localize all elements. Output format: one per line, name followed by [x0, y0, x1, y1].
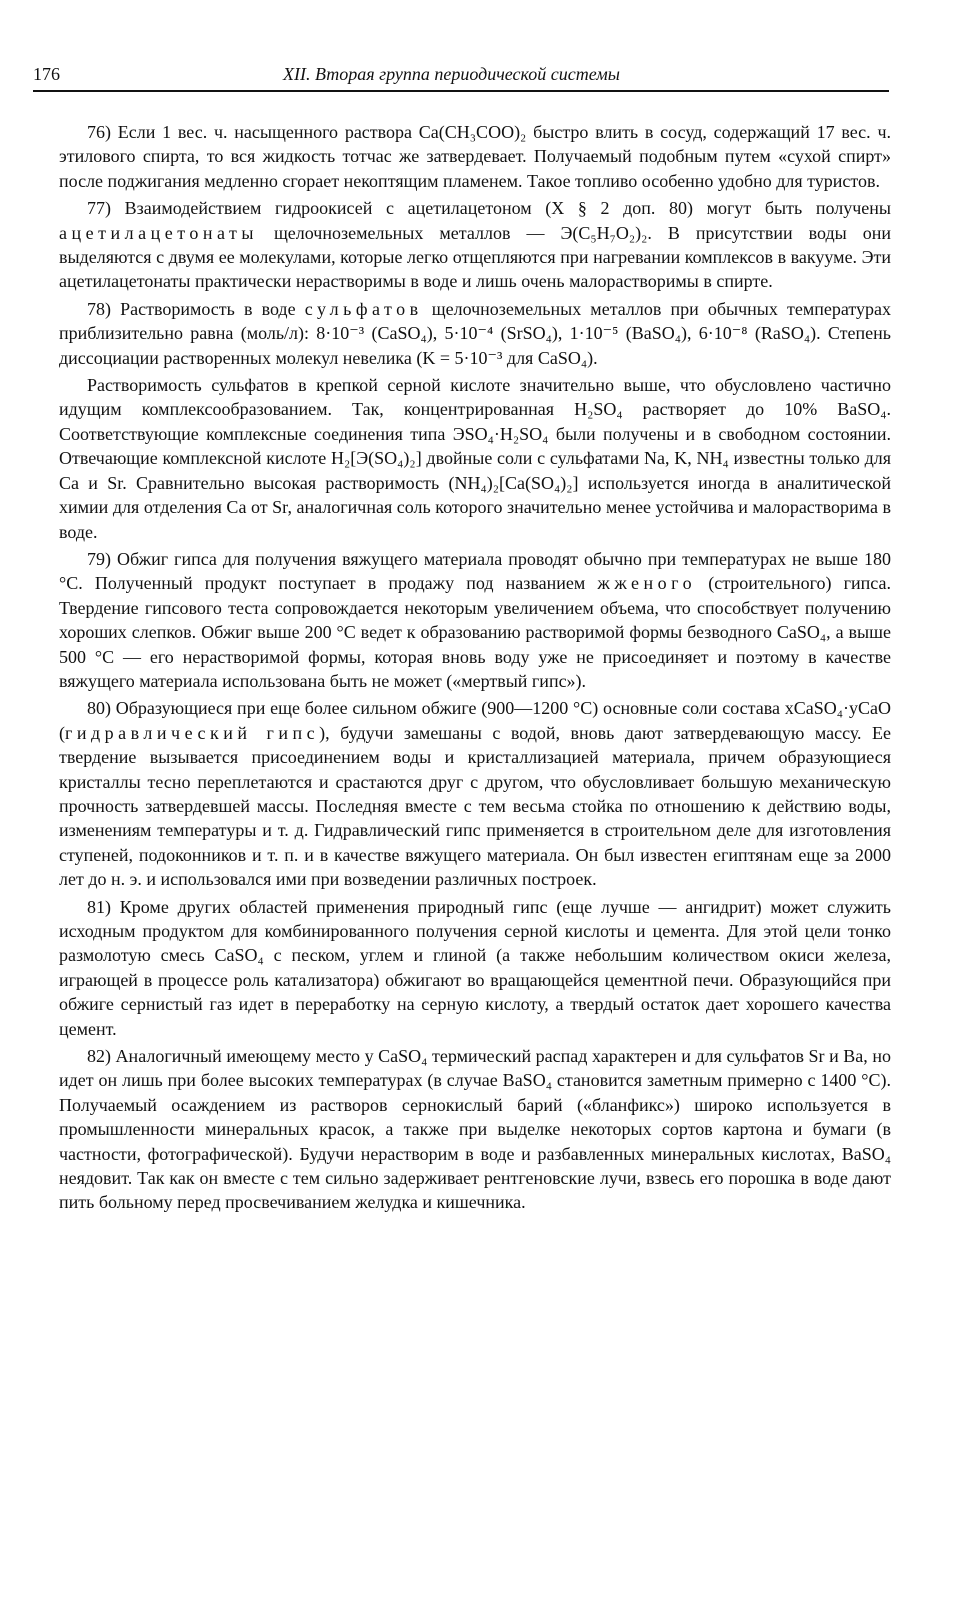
- paragraph-text: 76) Если 1 вес. ч. насыщенного раствора Ca(CH₃COO)₂ быстро влить в сосуд, содержащий 17 вес. ч. этилового спирта, то вся жидкость тотчас же затвердевает. Получаемый подобным путем «сухой спирт» после поджигания медленно сгорает некоптящим пламенем. Такое топливо особенно удобно для туристов.: [59, 122, 891, 191]
- paragraph-text: (строительного) гипса. Твердение гипсового теста сопровождается некоторым увеличением объема, что способствует получению хороших слепков. Обжиг выше 200 °С ведет к образованию растворимой формы безводного CaSO₄, а выше 500 °С — его нерастворимой формы, которая вновь воду уже не присоединяет и поэтому в качестве вяжущего материала использована быть не может («мертвый гипс»).: [59, 573, 891, 691]
- page-body: [59, 120, 891, 1218]
- paragraph-80: [59, 696, 891, 891]
- paragraph-78-continued: [59, 373, 891, 544]
- paragraph-text: 80) Образующиеся при еще более сильном обжиге (900—1200 °С) основные соли состава xCaSO₄·yCaO (: [59, 698, 891, 743]
- spaced-term: сульфатов: [304, 298, 423, 319]
- paragraph-82: [59, 1044, 891, 1215]
- paragraph-text: щелочноземельных металлов при обычных температурах приблизительно равна (моль/л): 8·10⁻³ (CaSO₄), 5·10⁻⁴ (SrSO₄), 1·10⁻⁵ (BaSO₄), 6·10⁻⁸ (RaSO₄). Степень диссоциации растворенных молекул невелика (K = 5·10⁻³ для CaSO₄).: [59, 298, 892, 368]
- page-number: 176: [33, 64, 60, 84]
- spaced-term: гидравлический гипс: [65, 722, 320, 743]
- paragraph-text: 82) Аналогичный имеющему место у CaSO₄ термический распад характерен и для сульфатов Sr и Ba, но идет он лишь при более высоких температурах (в случае BaSO₄ становится заметным примерно с 1400 °С). Получаемый осаждением из растворов сернокислый барий («бланфикс») широко используется в промышленности минеральных красок, а также при выделке некоторых сортов картона и бумаги (в частности, фотографической). Будучи нерастворим в воде и разбавленных минеральных кислотах, BaSO₄ неядовит. Так как он вместе с тем сильно задерживает рентгеновские лучи, взвесь его порошка в воде дают пить больному перед просвечиванием желудка и кишечника.: [59, 1046, 891, 1213]
- spaced-term: жженого: [597, 573, 697, 594]
- paragraph-78: [59, 297, 891, 370]
- paragraph-76: [59, 120, 891, 193]
- spaced-term: ацетилацетонаты: [59, 222, 258, 243]
- paragraph-text: 78) Растворимость в воде: [87, 298, 305, 319]
- paragraph-text: 81) Кроме других областей применения природный гипс (еще лучше — ангидрит) может служить исходным продуктом для комбинированного получения серной кислоты и цемента. Для этой цели тонко размолотую смесь CaSO₄ с песком, углем и глиной (а также небольшим количеством окиси железа, играющей в процессе роль катализатора) обжигают во вращающейся цементной печи. Образующийся при обжиге сернистый газ идет в переработку на серную кислоту, а твердый остаток дает хорошего качества цемент.: [59, 896, 891, 1039]
- paragraph-text: Растворимость сульфатов в крепкой серной кислоте значительно выше, что обусловлено частично идущим комплексообразованием. Так, концентрированная H₂SO₄ растворяет до 10% BaSO₄. Соответствующие комплексные соединения типа ЭSO₄·H₂SO₄ были получены и в свободном состоянии. Отвечающие комплексной кислоте H₂[Э(SO₄)₂] двойные соли с сульфатами Na, K, NH₄ известны только для Ca и Sr. Сравнительно высокая растворимость (NH₄)₂[Ca(SO₄)₂] используется иногда в аналитической химии для отделения Ca от Sr, аналогичная соль которого значительно менее устойчива и малорастворима в воде.: [59, 375, 891, 542]
- paragraph-77: [59, 196, 891, 294]
- paragraph-text: 77) Взаимодействием гидроокисей с ацетилацетоном (X § 2 доп. 80) могут быть получены: [87, 198, 891, 219]
- paragraph-text: щелочноземельных металлов — Э(C₅H₇O₂)₂. В присутствии воды они выделяются с двумя ее молекулами, которые легко отщепляются при нагревании комплексов в вакууме. Эти ацетилацетонаты практически нерастворимы в воде и лишь очень малорастворимы в спирте.: [59, 222, 891, 292]
- paragraph-text: 79) Обжиг гипса для получения вяжущего материала проводят обычно при температурах не выше 180 °С. Полученный продукт поступает в продажу под названием: [59, 548, 891, 594]
- paragraph-79: [59, 547, 891, 693]
- running-title: XII. Вторая группа периодической системы: [283, 64, 620, 84]
- page-header: [33, 64, 889, 92]
- paragraph-text: ), будучи замешаны с водой, вновь дают затвердевающую массу. Ее твердение вызывается присоединением воды и кристаллизацией материала, причем образующиеся кристаллы тесно переплетаются и срастаются друг с другом, что обусловливает большую механическую прочность затвердевшей массы. Последняя вместе с тем весьма стойка по отношению к действию воды, изменениям температуры и т. д. Гидравлический гипс применяется в строительном деле для изготовления ступеней, подоконников и т. п. и в качестве вяжущего материала. Он был известен египтянам еще за 2000 лет до н. э. и использовался ими при возведении различных построек.: [59, 722, 892, 890]
- paragraph-81: [59, 895, 891, 1041]
